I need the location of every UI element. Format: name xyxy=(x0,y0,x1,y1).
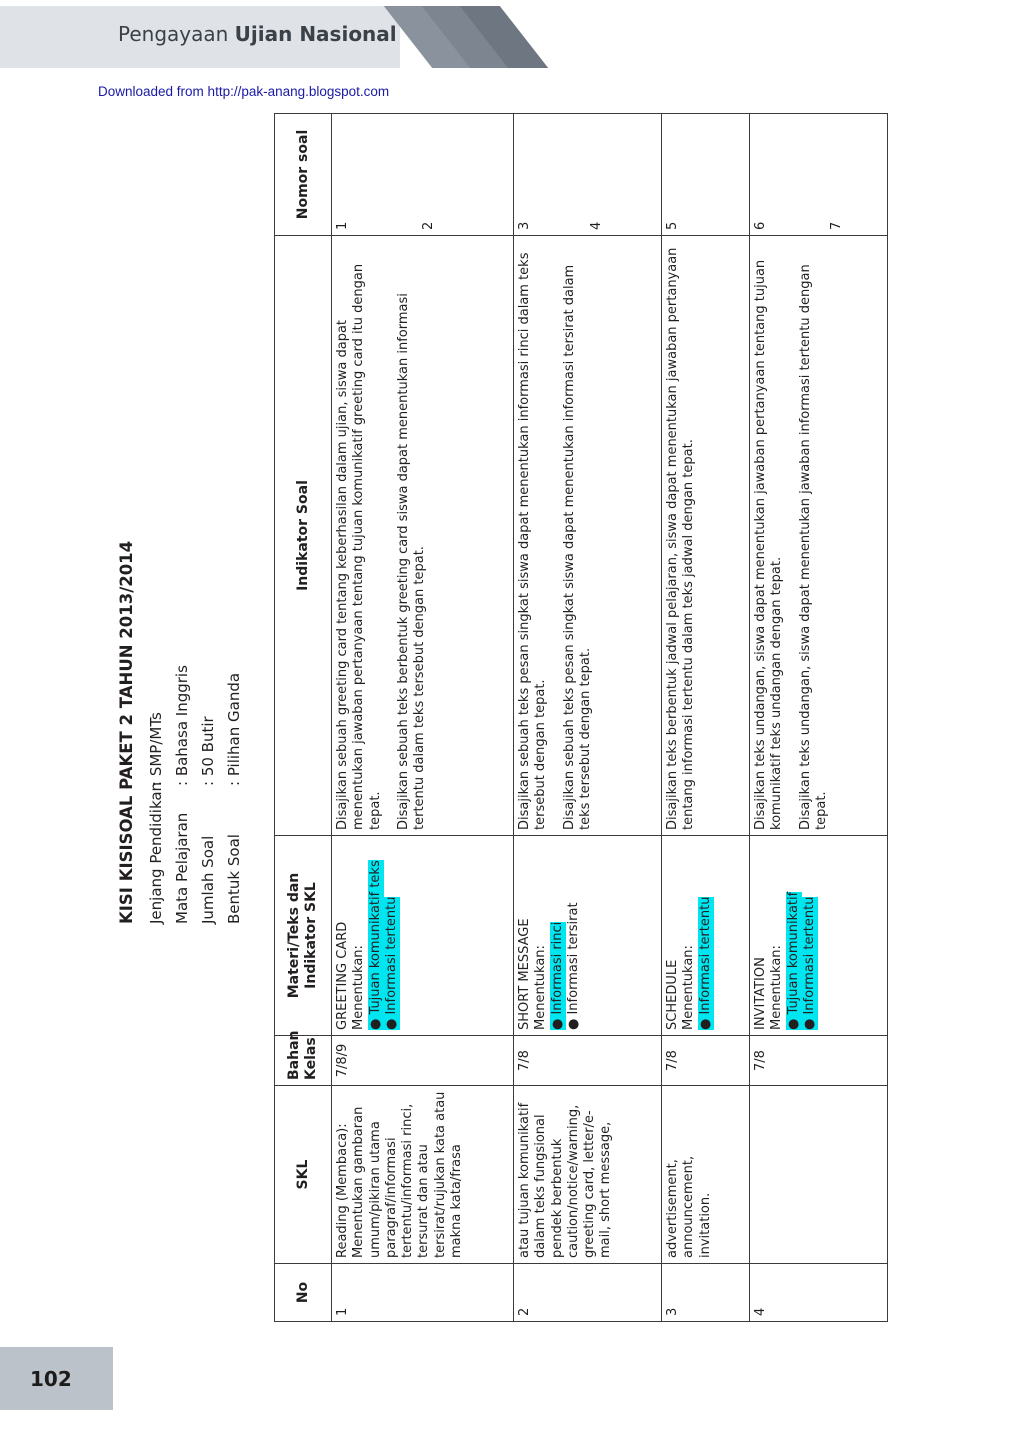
cell-no: 4 xyxy=(750,1264,888,1322)
materi-sub: Menentukan: xyxy=(351,945,367,1030)
cell-indikator xyxy=(662,236,750,836)
materi-bullet: ● Informasi tertentu xyxy=(801,896,817,1030)
materi-title: GREETING CARD xyxy=(335,921,350,1030)
cell-indikator xyxy=(750,236,888,836)
indikator-text: Disajikan sebuah teks berbentuk greeting card siswa dapat menentukan informasi tertentu dalam teks tersebut dengan tepat. xyxy=(395,293,428,830)
cell-kelas: 7/8 xyxy=(750,1036,888,1086)
cell-kelas: 7/8 xyxy=(662,1036,750,1086)
materi-bullet: ● Informasi tertentu xyxy=(383,896,399,1030)
materi-title: SHORT MESSAGE xyxy=(517,918,532,1030)
indikator-text: Disajikan sebuah teks pesan singkat siswa dapat menentukan informasi rinci dalam teks tersebut dengan tepat. xyxy=(517,252,549,830)
materi-bullet: ● Informasi rinci xyxy=(549,921,565,1030)
materi-bullet: ● Informasi tertentu xyxy=(697,896,713,1030)
cell-materi xyxy=(332,836,514,1036)
materi-title: INVITATION xyxy=(753,957,768,1030)
cell-indikator xyxy=(514,236,662,836)
meta-row xyxy=(169,665,195,924)
nomor-value: 4 xyxy=(589,221,605,230)
indikator-text: Disajikan sebuah greeting card tentang keberhasilan dalam ujian, siswa dapat menentukan jawaban pertanyaan tentang tujuan komunikatif greeting card itu dengan tepat. xyxy=(335,263,383,830)
nomor-value: 6 xyxy=(753,221,768,230)
meta-value: : Bahasa Inggris xyxy=(173,665,191,786)
cell-kelas: 7/8 xyxy=(514,1036,662,1086)
indikator-text: Disajikan sebuah teks pesan singkat siswa dapat menentukan informasi tersirat dalam teks tersebut dengan tepat. xyxy=(561,264,593,830)
nomor-value: 2 xyxy=(421,221,437,230)
document-meta xyxy=(143,665,247,924)
meta-value: : Pilihan Ganda xyxy=(225,672,243,786)
cell-no: 3 xyxy=(662,1264,750,1322)
table-row xyxy=(750,114,888,1322)
cell-nomor xyxy=(514,114,662,236)
cell-no: 2 xyxy=(514,1264,662,1322)
meta-label: Bentuk Soal xyxy=(225,834,243,924)
header-title: Pengayaan Ujian Nasional xyxy=(118,22,397,46)
col-header-materi: Materi/Teks dan Indikator SKL xyxy=(275,836,332,1036)
indikator-text: Disajikan teks berbentuk jadwal pelajaran, siswa dapat menentukan jawaban pertanyaan tentang informasi tertentu dalam teks jadwal dengan tepat. xyxy=(665,247,697,830)
col-header-skl: SKL xyxy=(275,1086,332,1264)
meta-value: : 50 Butir xyxy=(199,716,217,786)
indikator-text: Disajikan teks undangan, siswa dapat menentukan jawaban pertanyaan tentang tujuan komunikatif teks undangan dengan tepat. xyxy=(753,259,785,830)
document-title: KISI KISISOAL PAKET 2 TAHUN 2013/2014 xyxy=(117,540,136,924)
kisi-table xyxy=(274,113,888,1322)
col-header-bahan-kelas: Bahan Kelas xyxy=(275,1036,332,1086)
indikator-text: Disajikan teks undangan, siswa dapat menentukan jawaban informasi tertentu dengan tepat. xyxy=(797,264,829,830)
table-row xyxy=(662,114,750,1322)
col-header-nomor: Nomor soal xyxy=(275,114,332,236)
nomor-value: 5 xyxy=(665,221,680,230)
meta-row xyxy=(143,665,169,924)
col-header-no: No xyxy=(275,1264,332,1322)
col-header-indikator: Indikator Soal xyxy=(275,236,332,836)
cell-nomor xyxy=(750,114,888,236)
meta-label: Mata Pelajaran xyxy=(173,812,191,924)
page-number: 102 xyxy=(30,1367,72,1391)
cell-skl: atau tujuan komunikatif dalam teks fungsional pendek berbentuk caution/notice/warning, greeting card, letter/e-mail, short message, xyxy=(514,1086,662,1264)
materi-bullet: ● Informasi tersirat xyxy=(565,902,581,1030)
cell-kelas: 7/8/9 xyxy=(332,1036,514,1086)
cell-skl xyxy=(750,1086,888,1264)
nomor-value: 7 xyxy=(829,221,845,230)
cell-skl: advertisement, announcement, invitation. xyxy=(662,1086,750,1264)
materi-sub: Menentukan: xyxy=(769,945,785,1030)
cell-materi xyxy=(662,836,750,1036)
cell-materi xyxy=(514,836,662,1036)
cell-nomor xyxy=(662,114,750,236)
materi-sub: Menentukan: xyxy=(681,945,697,1030)
table-header-row xyxy=(275,114,332,1322)
materi-bullet: ● Tujuan komunikatif teks xyxy=(367,860,383,1030)
meta-value: : SMP/MTs xyxy=(147,712,165,786)
cell-skl: Reading (Membaca): Menentukan gambaran umum/pikiran utama paragraf/informasi tertentu/informasi rinci, tersurat dan atau tersirat/rujukan kata atau makna kata/frasa xyxy=(332,1086,514,1264)
cell-no: 1 xyxy=(332,1264,514,1322)
download-link[interactable]: Downloaded from http://pak-anang.blogspot.com xyxy=(98,84,390,99)
nomor-value: 3 xyxy=(517,221,532,230)
meta-label: Jenjang Pendidikan xyxy=(147,781,165,924)
cell-materi xyxy=(750,836,888,1036)
materi-bullet: ● Tujuan komunikatif xyxy=(785,891,801,1030)
table-row xyxy=(514,114,662,1322)
materi-title: SCHEDULE xyxy=(665,959,680,1030)
table-row xyxy=(332,114,514,1322)
materi-sub: Menentukan: xyxy=(533,945,549,1030)
meta-row xyxy=(221,665,247,924)
cell-indikator xyxy=(332,236,514,836)
meta-row xyxy=(195,665,221,924)
nomor-value: 1 xyxy=(335,221,350,230)
cell-nomor xyxy=(332,114,514,236)
meta-label: Jumlah Soal xyxy=(199,835,217,924)
